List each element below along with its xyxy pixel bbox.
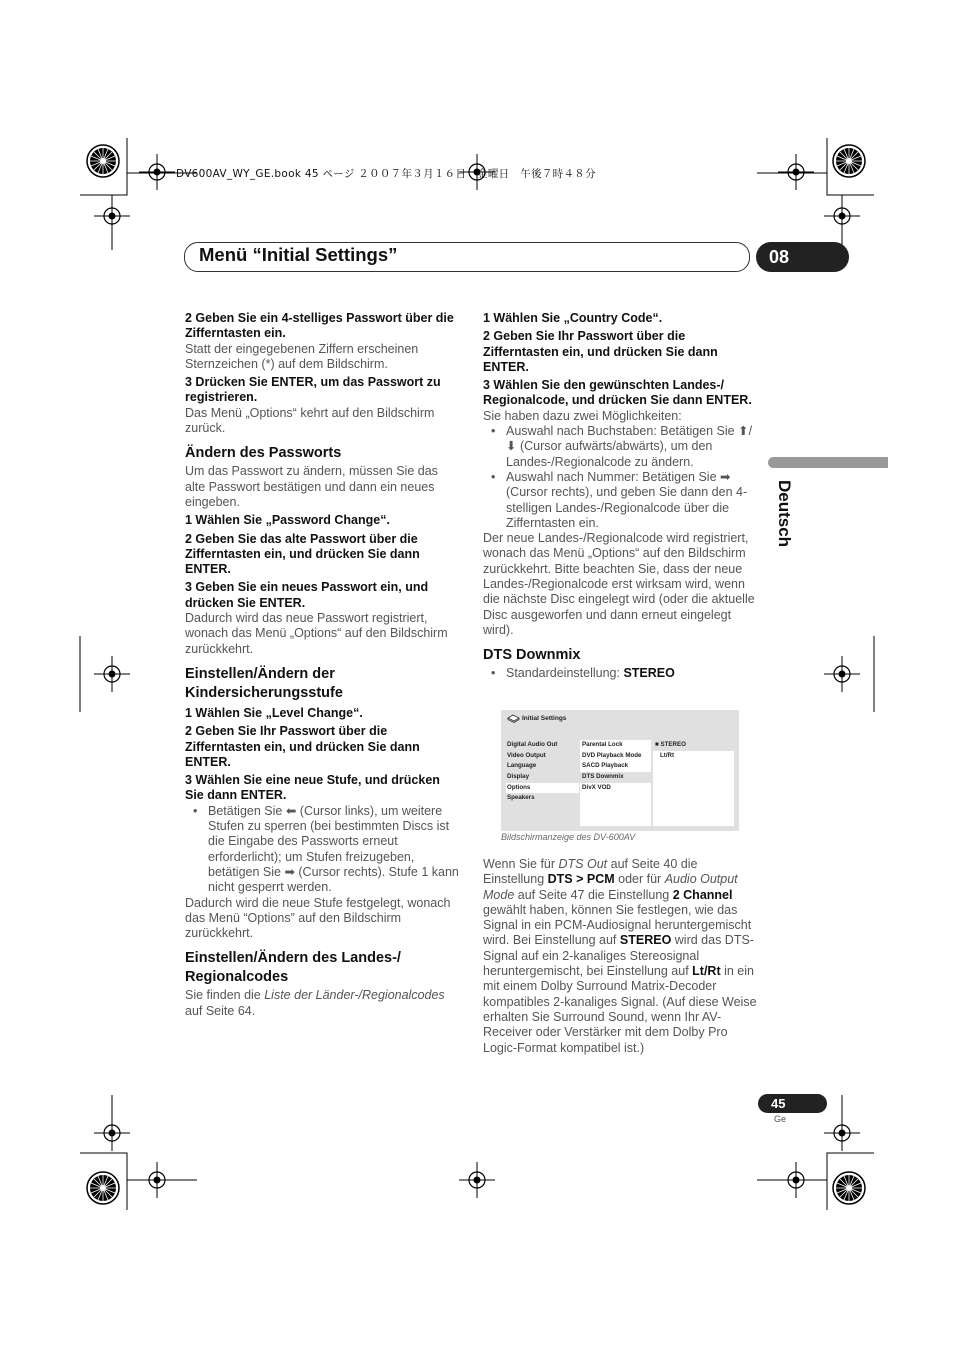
page-language-code: Ge: [774, 1114, 787, 1124]
country-list-reference: Liste der Länder-/Regionalcodes: [264, 988, 445, 1003]
step-enter-password: 2 Geben Sie ein 4-stelliges Passwort über die Zifferntasten ein.: [185, 311, 454, 341]
file-header: DV600AV_WY_GE.book 45 ページ ２００７年３月１６日 金曜日 午後７時４８分: [176, 168, 596, 180]
osd-submenu-item: SACD Playback: [582, 762, 629, 770]
country-options-intro: Sie haben dazu zwei Möglichkeiten:: [483, 408, 682, 423]
step-register-password: 3 Drücken Sie ENTER, um das Passwort zu registrieren.: [185, 375, 441, 405]
disc-icon: [507, 714, 520, 723]
osd-menu-item: Speakers: [507, 794, 535, 802]
heading-country-code: Einstellen/Ändern des Landes-/ Regionalcodes: [185, 950, 401, 986]
country-note: Der neue Landes-/Regionalcode wird registriert, wonach das Menü „Options“ auf den Bildschirm zurückkehrt. Bitte beachten Sie, dass der neue Landes-/Regionalcode erst wirksam wird, wenn die nächste Disc eingelegt wird (oder die aktuelle Disc ausgeworfen und dann erneut eingelegt wird).: [483, 531, 755, 637]
osd-submenu-item: Parental Lock: [582, 741, 623, 748]
country-code-note: Sie finden die Liste der Länder-/Regionalcodes auf Seite 64.: [185, 988, 445, 1018]
parental-note: Dadurch wird die neue Stufe festgelegt, wonach das Menü “Options” auf den Bildschirm zurückkehrt.: [185, 895, 451, 941]
country-bullet-letters: • Auswahl nach Buchstaben: Betätigen Sie ⬆/⬇ (Cursor aufwärts/abwärts), um den Landes-/Regionalcode zu ändern.: [483, 424, 758, 470]
osd-menu-item: Video Output: [507, 751, 546, 759]
osd-menu-item: Digital Audio Out: [507, 741, 558, 748]
page-title: Menü “Initial Settings”: [199, 244, 398, 265]
dts-explanation: [483, 857, 758, 1056]
language-tab: [770, 480, 800, 560]
screenshot-caption: Bildschirmanzeige des DV-600AV: [501, 832, 636, 842]
osd-option-selected: ■ STEREO: [653, 740, 734, 751]
page-number: 45: [758, 1094, 827, 1113]
change-password-intro: Um das Passwort zu ändern, müssen Sie das alte Passwort bestätigen und dann ein neues eingeben.: [185, 464, 438, 509]
change-password-step-3: 3 Geben Sie ein neues Passwort ein, und drücken Sie ENTER.: [185, 580, 429, 610]
heading-dts-downmix: DTS Downmix: [483, 647, 581, 664]
chapter-number: 08: [756, 242, 849, 272]
osd-option-list: [653, 740, 734, 826]
change-password-step-2: 2 Geben Sie das alte Passwort über die Zifferntasten ein, und drücken Sie dann ENTER.: [185, 531, 420, 577]
step-enter-password-note: Statt der eingegebenen Ziffern erscheinen Sternzeichen (*) auf dem Bildschirm.: [185, 341, 419, 371]
step-register-password-note: Das Menü „Options“ kehrt auf den Bildschirm zurück.: [185, 405, 435, 436]
change-password-note: Dadurch wird das neue Passwort registriert, wonach das Menü „Options“ auf den Bildschirm zurückkehrt.: [185, 611, 448, 656]
osd-submenu-item-selected: DTS Downmix: [580, 772, 651, 783]
dts-default-setting: • Standardeinstellung: STEREO: [483, 666, 758, 681]
country-step-2: 2 Geben Sie Ihr Passwort über die Zifferntasten ein, und drücken Sie dann ENTER.: [483, 329, 718, 374]
osd-menu-item-selected: Options: [506, 783, 579, 794]
osd-submenu-item: DVD Playback Mode: [582, 751, 642, 759]
heading-change-password: Ändern des Passworts: [185, 445, 342, 462]
osd-main-menu: [506, 740, 579, 804]
heading-parental-level: Einstellen/Ändern der Kindersicherungsstufe: [185, 665, 343, 701]
language-tab-label: Deutsch: [775, 480, 794, 548]
osd-title: Initial Settings: [522, 715, 567, 722]
column-right: [483, 308, 758, 682]
osd-submenu-item: DivX VOD: [582, 783, 611, 791]
osd-screenshot: [501, 710, 739, 831]
country-bullet-number: • Auswahl nach Nummer: Betätigen Sie ➡ (Cursor rechts), und geben Sie dann den 4-stelligen Landes-/Regionalcode über die Zifferntasten ein.: [483, 470, 758, 531]
osd-sub-menu: [580, 740, 651, 826]
column-left: [185, 308, 460, 1019]
osd-option: Lt/Rt: [660, 751, 675, 759]
parental-step-3: 3 Wählen Sie eine neue Stufe, und drücken Sie dann ENTER.: [185, 773, 440, 803]
country-step-1: 1 Wählen Sie „Country Code“.: [483, 311, 663, 325]
change-password-step-1: 1 Wählen Sie „Password Change“.: [185, 513, 390, 528]
osd-menu-item: Display: [507, 773, 530, 781]
country-step-3: 3 Wählen Sie den gewünschten Landes-/ Regionalcode, und drücken Sie dann ENTER.: [483, 378, 752, 408]
language-tab-bar: [768, 457, 888, 468]
parental-bullet: • Betätigen Sie ⬅ (Cursor links), um weitere Stufen zu sperren (bei bestimmten Discs ist die Eingabe des Passworts erneut erforderlicht); um Stufen freizugeben, betätigen Sie ➡ (Cursor rechts). Stufe 1 kann nicht gesperrt werden.: [185, 804, 460, 896]
parental-step-1: 1 Wählen Sie „Level Change“.: [185, 705, 363, 720]
osd-menu-item: Language: [507, 762, 537, 770]
parental-step-2: 2 Geben Sie Ihr Passwort über die Zifferntasten ein, und drücken Sie dann ENTER.: [185, 724, 420, 769]
dts-explanation-text: Wenn Sie für DTS Out auf Seite 40 die Einstellung DTS > PCM oder für Audio Output Mode auf Seite 47 die Einstellung 2 Channel gewählt haben, können Sie festlegen, wie das Signal in ein PCM-Audiosignal heruntergemischt wird. Bei Einstellung auf STEREO wird das DTS-Signal auf ein 2-kanaliges Stereosignal heruntergemischt, bei Einstellung auf Lt/Rt in ein mit einem Dolby Surround Matrix-Decoder kompatibles 2-kanaliges Signal. (Auf diese Weise erhalten Sie Surround Sound, wenn Ihr AV-Receiver oder Verstärker mit dem Dolby Pro Logic-Format kompatibel ist.): [483, 857, 757, 1055]
